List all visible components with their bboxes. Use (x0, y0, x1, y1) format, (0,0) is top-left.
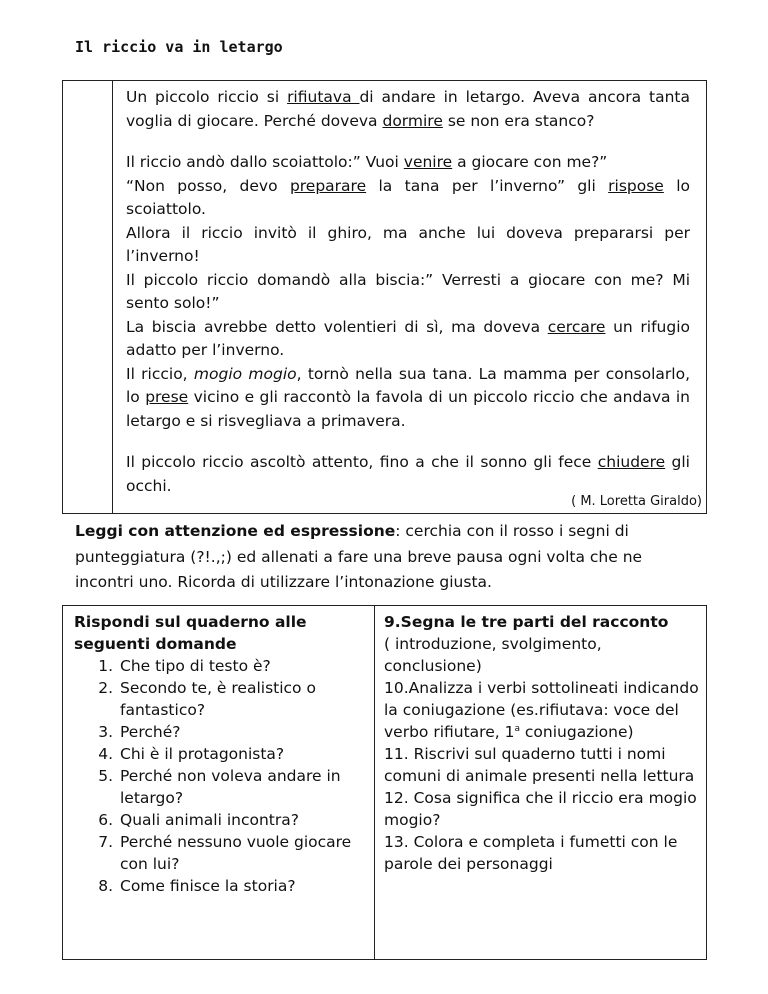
question-9-heading: 9.Segna le tre parti del racconto (384, 613, 669, 631)
questions-heading: Rispondi sul quaderno alle seguenti domande (74, 613, 307, 653)
underlined-verb: rifiutava (287, 88, 360, 106)
question-item: 7. Perché nessuno vuole giocare con lui? (118, 831, 374, 875)
story-paragraph-7: Il riccio, mogio mogio, tornò nella sua tana. La mamma per consolarlo, lo prese vicino e gli raccontò la favola di un piccolo riccio che andava in letargo e si risvegliava a primavera. (126, 364, 691, 430)
questions-table-divider (374, 606, 375, 959)
question-10: 10.Analizza i verbi sottolineati indicando la coniugazione (es.rifiutava: voce del verbo rifiutare, 1$^a$ coniugazione) (384, 679, 699, 741)
underlined-verb: chiudere (597, 453, 666, 471)
instructions-heading: Leggi con attenzione ed espressione (75, 522, 396, 540)
page-title: Il riccio va in letargo (75, 38, 283, 56)
underlined-verb: cercare (547, 317, 606, 336)
question-11: 11. Riscrivi sul quaderno tutti i nomi comuni di animale presenti nella lettura (384, 745, 695, 785)
question-item: 3. Perché? (118, 721, 374, 743)
questions-right-column (384, 611, 704, 875)
question-13: 13. Colora e completa i fumetti con le parole dei personaggi (384, 833, 678, 873)
questions-left-column (74, 611, 374, 897)
story-text (126, 86, 690, 498)
question-item: 1. Che tipo di testo è? (118, 655, 374, 677)
story-paragraph-5: Il piccolo riccio domandò alla biscia:” Verresti a giocare con me? Mi sento solo!” (126, 270, 690, 312)
story-paragraph-1: Un piccolo riccio si rifiutava di andare in letargo. Aveva ancora tanta voglia di giocare. Perché doveva dormire se non era stanco? (126, 88, 691, 130)
question-12: 12. Cosa significa che il riccio era mogio mogio? (384, 789, 697, 829)
story-box-margin-line (112, 81, 113, 513)
story-paragraph-3: “Non posso, devo preparare la tana per l’inverno” gli rispose lo scoiattolo. (126, 176, 691, 218)
question-9-detail: ( introduzione, svolgimento, conclusione) (384, 635, 602, 675)
questions-list (74, 655, 374, 897)
question-item: 4. Chi è il protagonista? (118, 743, 374, 765)
story-paragraph-2: Il riccio andò dallo scoiattolo:” Vuoi venire a giocare con me?” (126, 153, 608, 171)
story-paragraph-6: La biscia avrebbe detto volentieri di sì, ma doveva cercare un rifugio adatto per l’inverno. (126, 317, 690, 359)
question-item: 5. Perché non voleva andare in letargo? (118, 765, 374, 809)
underlined-verb: dormire (382, 111, 443, 130)
story-paragraph-8: Il piccolo riccio ascoltò attento, fino a che il sonno gli fece chiudere gli occhi. (126, 453, 690, 495)
question-item: 2. Secondo te, è realistico o fantastico? (118, 677, 374, 721)
question-item: 8. Come finisce la storia? (118, 875, 374, 897)
underlined-verb: preparare (289, 176, 367, 195)
underlined-verb: rispose (608, 176, 664, 195)
italic-phrase: mogio mogio (193, 364, 297, 383)
question-item: 6. Quali animali incontra? (118, 809, 374, 831)
author-credit: ( M. Loretta Giraldo) (571, 494, 702, 509)
reading-instructions: Leggi con attenzione ed espressione: cerchia con il rosso i segni di punteggiatura (?!.,;) ed allenati a fare una breve pausa ogni volta che ne incontri uno. Ricorda di utilizzare l’intonazione giusta. (75, 522, 643, 591)
underlined-verb: venire (403, 153, 453, 171)
story-paragraph-4: Allora il riccio invitò il ghiro, ma anche lui doveva prepararsi per l’inverno! (126, 223, 690, 265)
underlined-verb: prese (145, 388, 189, 406)
